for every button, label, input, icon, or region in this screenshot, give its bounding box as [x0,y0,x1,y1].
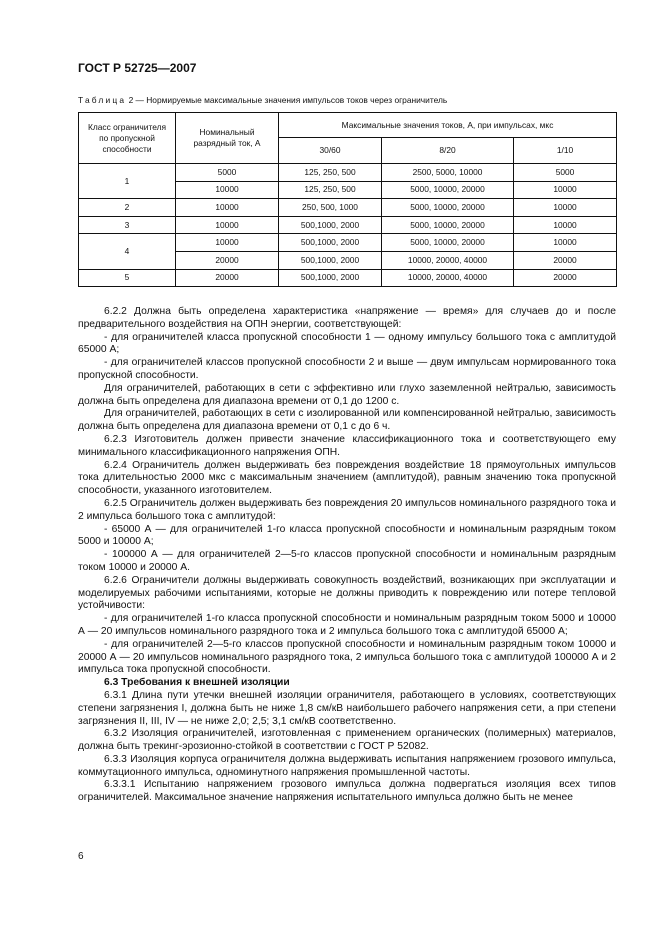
header-nominal: Номинальный разрядный ток, А [176,113,279,164]
table-cell: 5000, 10000, 20000 [382,199,514,217]
table-cell: 5000, 10000, 20000 [382,181,514,199]
table-cell: 20000 [176,251,279,269]
table-caption [78,95,447,105]
table-cell: 10000 [176,216,279,234]
paragraph: 6.3.2 Изоляция ограничителей, изготовленная с применением органических (полимерных) материалов, должна быть трекинг-эрозионно-стойкой в соответствии с ГОСТ Р 52082. [78,728,616,753]
table-cell: 5000 [514,164,617,182]
table-cell: 250, 500, 1000 [279,199,382,217]
paragraph: 6.2.3 Изготовитель должен привести значение классификационного тока и соответствующего ему минимального классификационного напряжения ОПН. [78,433,616,458]
table-cell: 20000 [514,269,617,287]
table-row [79,164,617,182]
paragraph: 6.3.3.1 Испытанию напряжением грозового импульса должна подвергаться изоляция всех типов ограничителей. Максимальное значение напряжения испытательного импульса должно быть не менее [78,779,616,804]
paragraph: - для ограничителей 2—5-го классов пропускной способности и номинальным разрядным током 10000 и 20000 А — 20 импульсов номинального разрядного тока, 2 импульса большого тока с амплитудой 100000 А и 2 импульса тока пропускной способности. [78,638,616,676]
table-cell: 500,1000, 2000 [279,234,382,252]
table-row [79,199,617,217]
header-max: Максимальные значения токов, А, при импульсах, мкс [279,113,617,138]
table-cell: 5000 [176,164,279,182]
table-cell: 10000 [514,181,617,199]
paragraph: - для ограничителей 1-го класса пропускной способности и номинальным разрядным током 5000 и 10000 А — 20 импульсов номинального разрядного тока и 2 импульса большого тока с амплитудой 65000 А; [78,613,616,637]
paragraph: - для ограничителей классов пропускной способности 2 и выше — двум импульсам нормированного тока пропускной способности. [78,357,616,381]
header-class: Класс ограничителя по пропускной способности [79,113,176,164]
paragraph: 6.2.4 Ограничитель должен выдерживать без повреждения воздействие 18 прямоугольных импульсов тока длительностью 2000 мкс с максимальным значением (амплитудой), равным значению тока пропускной способности, указанного изготовителем. [78,459,616,497]
paragraph: - 65000 А — для ограничителей 1-го класса пропускной способности и номинальным разрядным током 5000 и 10000 А; [78,523,616,548]
header-sub-1-10: 1/10 [514,138,617,164]
table-cell: 500,1000, 2000 [279,251,382,269]
table-cell: 10000, 20000, 40000 [382,251,514,269]
table-row [79,269,617,287]
paragraph: 6.3 Требования к внешней изоляции [104,677,290,689]
paragraph: - для ограничителей класса пропускной способности 1 — одному импульсу большого тока с амплитудой 65000 А; [78,331,616,356]
table-cell: 10000 [176,181,279,199]
table-body [79,113,617,287]
paragraph: 6.3.1 Длина пути утечки внешней изоляции ограничителя, работающего в условиях, соответствующих степени загрязнения I, должна быть не ниже 1,8 см/кВ наибольшего рабочего напряжения сети, а при степени загрязнения II, III, IV — не ниже 2,0; 2,5; 3,1 см/кВ соответственно. [78,689,616,727]
class-cell: 1 [79,164,176,199]
table-cell: 5000, 10000, 20000 [382,216,514,234]
table-cell: 125, 250, 500 [279,164,382,182]
table-row [79,234,617,252]
header-sub-8-20: 8/20 [382,138,514,164]
table-cell: 10000, 20000, 40000 [382,269,514,287]
table-cell: 500,1000, 2000 [279,269,382,287]
document-header: ГОСТ Р 52725—2007 [78,61,197,75]
table-cell: 5000, 10000, 20000 [382,234,514,252]
table-caption-label: Таблица [78,95,127,105]
paragraph: 6.3.3 Изоляция корпуса ограничителя должна выдерживать испытания напряжением грозового импульса, коммутационного импульса, одноминутного напряжения промышленной частоты. [78,753,616,778]
table-cell: 2500, 5000, 10000 [382,164,514,182]
paragraph: - 100000 А — для ограничителей 2—5-го классов пропускной способности и номинальным разрядным током 10000 и 20000 А. [78,549,616,573]
header-sub-30-60: 30/60 [279,138,382,164]
class-cell: 4 [79,234,176,269]
table-cell: 10000 [176,199,279,217]
class-cell: 3 [79,216,176,234]
body-text [78,306,616,805]
table-row [79,216,617,234]
paragraph: 6.2.2 Должна быть определена характеристика «напряжение — время» для случаев до и после предварительного воздействия на ОПН энергии, соответствующей: [78,306,616,330]
table-caption-text: 2 — Нормируемые максимальные значения импульсов токов через ограничитель [126,95,448,105]
paragraph: 6.2.6 Ограничители должны выдерживать совокупность воздействий, возникающих при эксплуатации и моделируемых рабочими испытаниями, которые не должны приводить к повреждению или потере тепловой устойчивости: [78,574,616,612]
table-cell: 500,1000, 2000 [279,216,382,234]
table-cell: 20000 [176,269,279,287]
paragraph: Для ограничителей, работающих в сети с изолированной или компенсированной нейтралью, зависимость должна быть определена для диапазона времени от 0,1 с до 6 ч. [78,408,616,433]
table-cell: 10000 [176,234,279,252]
table-cell: 20000 [514,251,617,269]
impulse-currents-table [78,112,617,287]
class-cell: 5 [79,269,176,287]
table-cell: 10000 [514,216,617,234]
paragraph: Для ограничителей, работающих в сети с эффективно или глухо заземленной нейтралью, зависимость должна быть определена для диапазона времени от 0,1 до 1200 с. [78,382,616,407]
paragraph: 6.2.5 Ограничитель должен выдерживать без повреждения 20 импульсов номинального разрядного тока и 2 импульса большого тока с амплитудой: [78,497,616,522]
table-cell: 10000 [514,199,617,217]
table-cell: 10000 [514,234,617,252]
class-cell: 2 [79,199,176,217]
table-cell: 125, 250, 500 [279,181,382,199]
page-number: 6 [78,851,84,862]
